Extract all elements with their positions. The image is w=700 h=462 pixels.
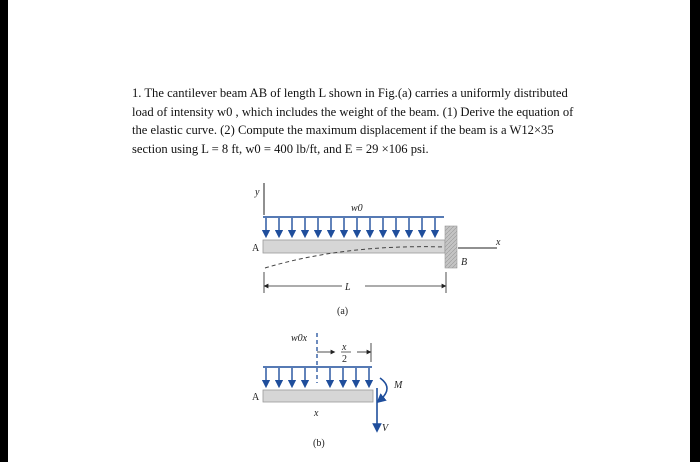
problem-line-3: the elastic curve. (2) Compute the maximum displacement if the beam is a W12×35 [132, 123, 554, 137]
moment-label: M [394, 380, 403, 391]
problem-line-4: section using L = 8 ft, w0 = 400 lb/ft, and E = 29 ×106 psi. [132, 141, 429, 156]
shear-label: V [382, 423, 389, 434]
y-axis-label: y [255, 187, 260, 198]
segment-point-a-label: A [252, 392, 260, 403]
caption-b: (b) [313, 438, 325, 449]
moment-arrow [380, 378, 387, 400]
beam-segment [263, 390, 373, 402]
resultant-load-label: w0x [291, 333, 308, 344]
caption-a: (a) [337, 306, 349, 317]
half-x-label: x [342, 342, 347, 353]
segment-length-label: x [314, 408, 319, 419]
figure-a [252, 183, 501, 317]
x-axis-label: x [496, 237, 501, 248]
problem-line-2: load of intensity w0 , which includes the weight of the beam. (1) Derive the equation of [132, 104, 574, 119]
load-w0-label: w0 [351, 203, 363, 214]
point-b-label: B [461, 257, 468, 268]
half-2-label: 2 [342, 354, 347, 365]
figure-b [252, 333, 403, 449]
distributed-load-arrows [266, 218, 435, 234]
problem-line-1: 1. The cantilever beam AB of length L shown in Fig.(a) carries a uniformly distributed [132, 86, 568, 100]
length-l-label: L [345, 282, 351, 293]
fixed-wall [445, 226, 457, 268]
point-a-label: A [252, 243, 260, 254]
